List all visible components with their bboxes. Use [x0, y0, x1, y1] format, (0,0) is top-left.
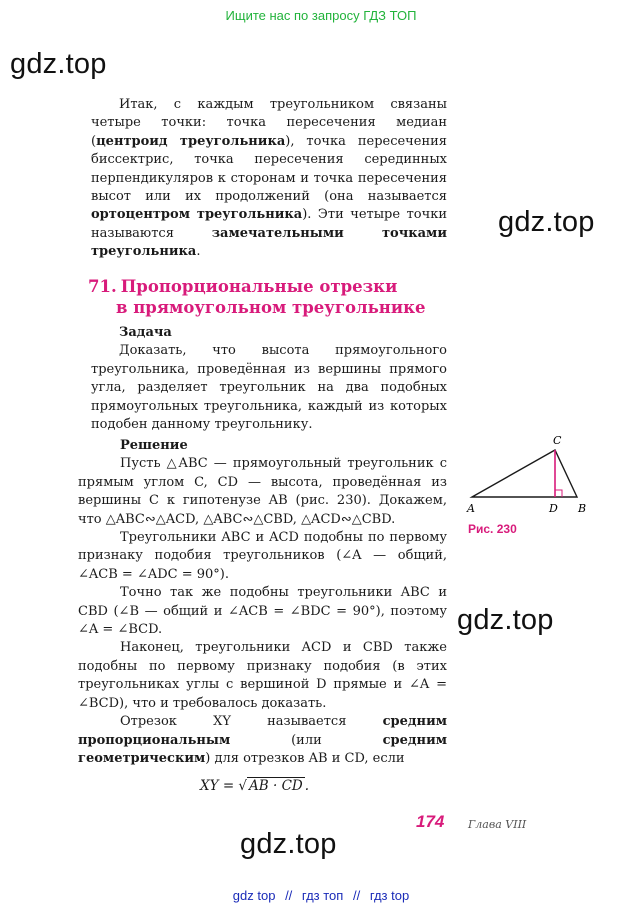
figure-230 [462, 430, 602, 520]
chapter-label: Глава VIII [468, 818, 527, 831]
label-d: D [549, 502, 558, 515]
footer-separator: // [352, 888, 361, 903]
section-number: 71. [88, 277, 117, 296]
solution-paragraph-5: Отрезок XY называется средним пропорциональным (или средним геометрическим) для отрезков AB и CD, если [78, 714, 447, 766]
section-title-line2: в прямоугольном треугольнике [116, 298, 426, 317]
solution-paragraph-1: Пусть △ABC — прямоугольный треугольник с прямым углом C, CD — высота, проведённая из вершины C к гипотенузе AB (рис. 230). Докажем, что △ABC∾△ACD, △ABC∾△CBD, △ACD∾△CBD. [78, 456, 447, 527]
page-number: 174 [416, 812, 445, 831]
label-b: B [578, 502, 587, 515]
watermark: gdz.top [240, 828, 337, 860]
footer-link[interactable]: гдз топ [301, 888, 344, 903]
watermark: gdz.top [457, 604, 554, 636]
footer-links [0, 888, 642, 903]
task-text: Доказать, что высота прямоугольного треугольника, проведённая из вершины прямого угла, разделяет треугольник на два подобных прямоугольных треугольника, каждый из которых подобен данному треугольнику. [91, 343, 447, 433]
intro-block [91, 96, 447, 262]
right-angle-mark [555, 490, 562, 497]
label-c: C [553, 434, 562, 447]
sqrt-sign: √ [238, 778, 248, 794]
solution-paragraph-4: Наконец, треугольники ACD и CBD также подобны по первому признаку подобия (в этих треугольниках углы с вершиной D прямые и ∠A = ∠BCD), что и требовалось доказать. [78, 640, 447, 711]
intro-paragraph: Итак, с каждым треугольником связаны четыре точки: точка пересечения медиан (центроид треугольника), точка пересечения биссектрис, точка пересечения серединных перпендикуляров к сторонам и точка пересечения высот или их продолжений (она называется ортоцентром треугольника). Эти четыре точки называются замечательными точками треугольника. [91, 97, 448, 260]
footer-link[interactable]: гдз top [369, 888, 410, 903]
figure-caption: Рис. 230 [468, 522, 517, 536]
solution-paragraph-2: Треугольники ABC и ACD подобны по первому признаку подобия треугольников (∠A — общий, ∠ACB = ∠ADC = 90°). [78, 530, 447, 582]
watermark: gdz.top [10, 48, 107, 80]
solution-block [78, 437, 447, 768]
section-title [88, 276, 448, 318]
section-title-line1: Пропорциональные отрезки [120, 277, 398, 296]
formula-radicand: AB · CD [249, 778, 303, 794]
formula-lhs: XY = [200, 778, 239, 794]
watermark: gdz.top [498, 206, 595, 238]
solution-heading: Решение [120, 438, 188, 453]
footer-link[interactable]: gdz top [232, 888, 276, 903]
top-banner: Ищите нас по запросу ГДЗ ТОП [225, 8, 417, 23]
formula-end: . [304, 778, 310, 794]
formula [200, 778, 309, 794]
label-a: A [467, 502, 475, 515]
task-heading: Задача [119, 325, 172, 340]
footer-separator: // [285, 888, 293, 903]
solution-paragraph-3: Точно так же подобны треугольники ABC и CBD (∠B — общий и ∠ACB = ∠BDC = 90°), поэтому ∠A = ∠BCD. [78, 585, 447, 638]
task-block [91, 324, 447, 434]
